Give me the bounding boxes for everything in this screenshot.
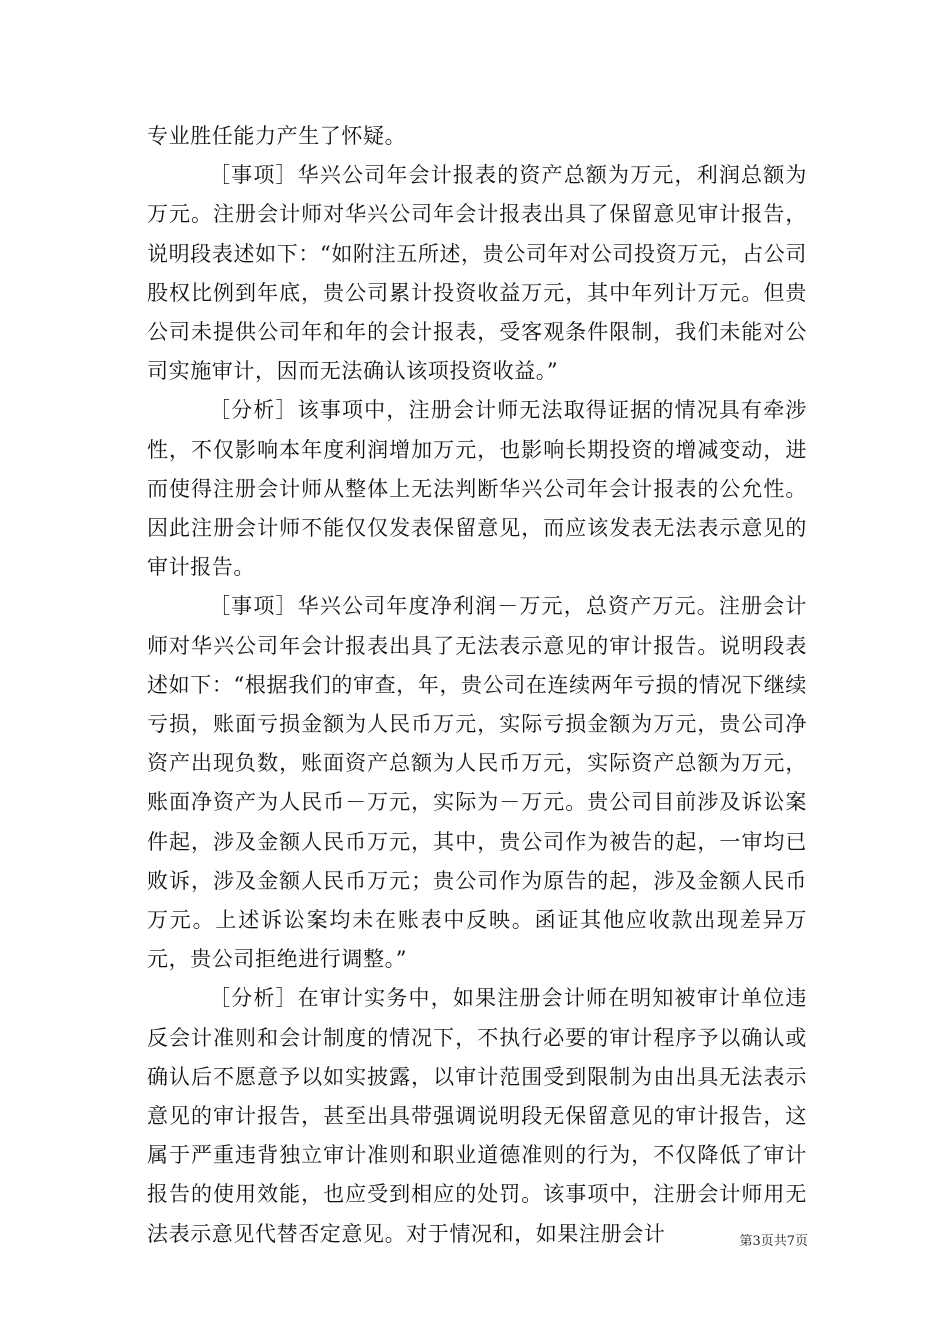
paragraph-analysis-2: ［分析］在审计实务中，如果注册会计师在明知被审计单位违反会计准则和会计制度的情况下，不执行必要的审计程序予以确认或确认后不愿意予以如实披露，以审计范围受到限制为由出具无法表示意见的审计报告，甚至出具带强调说明段无保留意见的审计报告，这属于严重违背独立审计准则和职业道德准则的行为，不仅降低了审计报告的使用效能，也应受到相应的处罚。该事项中，注册会计师用无法表示意见代替否定意见。对于情况和，如果注册会计 bbox=[147, 986, 807, 1246]
document-body bbox=[147, 117, 807, 1254]
paragraph-analysis-1: ［分析］该事项中，注册会计师无法取得证据的情况具有牵涉性，不仅影响本年度利润增加万元，也影响长期投资的增减变动，进而使得注册会计师从整体上无法判断华兴公司年会计报表的公允性。因此注册会计师不能仅仅发表保留意见，而应该发表无法表示意见的审计报告。 bbox=[147, 398, 807, 580]
paragraph-continuation: 专业胜任能力产生了怀疑。 bbox=[147, 124, 407, 148]
page-number: 第3页共7页 bbox=[739, 1234, 808, 1249]
paragraph-matter-1: ［事项］华兴公司年会计报表的资产总额为万元，利润总额为万元。注册会计师对华兴公司年会计报表出具了保留意见审计报告，说明段表述如下：“如附注五所述，贵公司年对公司投资万元，占公司股权比例到年底，贵公司累计投资收益万元，其中年列计万元。但贵公司未提供公司年和年的会计报表，受客观条件限制，我们未能对公司实施审计，因而无法确认该项投资收益。” bbox=[147, 163, 807, 384]
paragraph-matter-2: ［事项］华兴公司年度净利润－万元，总资产万元。注册会计师对华兴公司年会计报表出具了无法表示意见的审计报告。说明段表述如下：“根据我们的审查，年，贵公司在连续两年亏损的情况下继续亏损，账面亏损金额为人民币万元，实际亏损金额为万元，贵公司净资产出现负数，账面资产总额为人民币万元，实际资产总额为万元，账面净资产为人民币－万元，实际为－万元。贵公司目前涉及诉讼案件起，涉及金额人民币万元，其中，贵公司作为被告的起，一审均已败诉，涉及金额人民币万元；贵公司作为原告的起，涉及金额人民币万元。上述诉讼案均未在账表中反映。函证其他应收款出现差异万元，贵公司拒绝进行调整。” bbox=[147, 594, 807, 972]
